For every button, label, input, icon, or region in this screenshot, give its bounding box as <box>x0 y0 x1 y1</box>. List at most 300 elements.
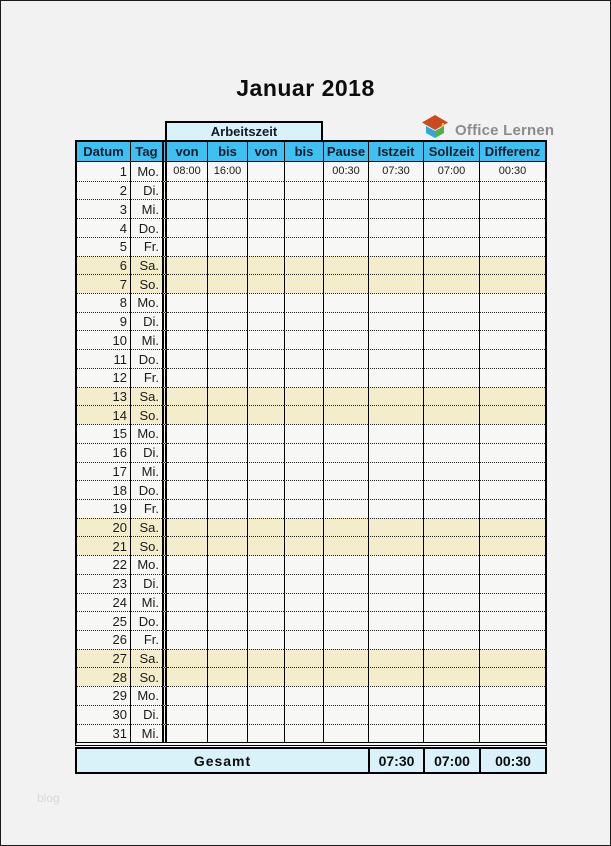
datum-cell: 31 <box>77 724 130 743</box>
sollzeit-cell[interactable] <box>423 368 479 387</box>
von2-cell[interactable] <box>247 199 284 218</box>
bis2-cell[interactable] <box>284 480 323 499</box>
von1-cell[interactable] <box>167 462 207 481</box>
differenz-cell[interactable] <box>479 237 545 256</box>
sollzeit-cell[interactable] <box>423 593 479 612</box>
pause-cell[interactable] <box>323 724 368 743</box>
pause-cell[interactable] <box>323 574 368 593</box>
istzeit-cell[interactable] <box>368 536 423 555</box>
bis2-cell[interactable] <box>284 518 323 537</box>
bis1-cell[interactable] <box>207 480 247 499</box>
gesamt-row <box>75 747 547 774</box>
bis2-cell[interactable] <box>284 405 323 424</box>
von2-cell[interactable] <box>247 518 284 537</box>
differenz-cell[interactable] <box>479 536 545 555</box>
bis2-cell[interactable] <box>284 199 323 218</box>
sollzeit-cell[interactable] <box>423 405 479 424</box>
von1-cell[interactable]: 08:00 <box>173 165 201 178</box>
differenz-cell[interactable] <box>479 574 545 593</box>
istzeit-cell[interactable] <box>368 218 423 237</box>
istzeit-cell[interactable] <box>368 555 423 574</box>
sollzeit-cell[interactable] <box>423 536 479 555</box>
sollzeit-cell[interactable] <box>423 293 479 312</box>
istzeit-cell[interactable] <box>368 630 423 649</box>
tag-cell: Di. <box>130 181 162 200</box>
pause-cell[interactable] <box>323 349 368 368</box>
bis2-cell[interactable] <box>284 574 323 593</box>
von1-cell[interactable] <box>167 387 207 406</box>
von2-cell[interactable] <box>247 499 284 518</box>
tag-cell: So. <box>130 536 162 555</box>
von2-cell[interactable] <box>247 312 284 331</box>
tag-cell: So. <box>130 274 162 293</box>
von2-cell[interactable] <box>247 480 284 499</box>
datum-cell: 30 <box>77 705 130 724</box>
bis2-cell[interactable] <box>284 218 323 237</box>
gesamt-sollzeit[interactable]: 07:00 <box>423 749 479 772</box>
sollzeit-cell[interactable] <box>423 667 479 686</box>
bis1-cell[interactable] <box>207 593 247 612</box>
tag-cell: Mo. <box>130 424 162 443</box>
datum-cell: 7 <box>77 274 130 293</box>
bis1-cell[interactable] <box>207 256 247 275</box>
differenz-cell[interactable] <box>479 443 545 462</box>
von2-cell[interactable] <box>247 574 284 593</box>
bis1-cell[interactable] <box>207 443 247 462</box>
von1-cell[interactable] <box>167 443 207 462</box>
von2-cell[interactable] <box>247 181 284 200</box>
differenz-cell[interactable] <box>479 330 545 349</box>
gesamt-istzeit[interactable]: 07:30 <box>368 749 423 772</box>
differenz-cell[interactable] <box>479 686 545 705</box>
pause-cell[interactable] <box>323 330 368 349</box>
von2-cell[interactable] <box>247 274 284 293</box>
sollzeit-cell[interactable] <box>423 518 479 537</box>
bis2-cell[interactable] <box>284 256 323 275</box>
bis1-cell[interactable] <box>207 349 247 368</box>
bis2-cell[interactable] <box>284 536 323 555</box>
istzeit-cell[interactable] <box>368 293 423 312</box>
bis1-cell[interactable] <box>207 424 247 443</box>
von1-cell[interactable] <box>167 611 207 630</box>
von1-cell[interactable] <box>167 667 207 686</box>
bis2-cell[interactable] <box>284 705 323 724</box>
von1-cell[interactable] <box>167 705 207 724</box>
differenz-cell[interactable] <box>479 293 545 312</box>
differenz-cell[interactable] <box>479 199 545 218</box>
bis2-cell[interactable] <box>284 686 323 705</box>
bis2-cell[interactable] <box>284 555 323 574</box>
pause-cell[interactable] <box>323 218 368 237</box>
bis1-cell[interactable] <box>207 218 247 237</box>
bis1-cell[interactable] <box>207 630 247 649</box>
differenz-cell[interactable] <box>479 424 545 443</box>
sollzeit-cell[interactable] <box>423 574 479 593</box>
von1-cell[interactable] <box>167 480 207 499</box>
tag-cell: Mi. <box>130 199 162 218</box>
istzeit-cell[interactable] <box>368 724 423 743</box>
pause-cell[interactable] <box>323 518 368 537</box>
datum-cell: 21 <box>77 536 130 555</box>
bis2-cell[interactable] <box>284 630 323 649</box>
sollzeit-cell[interactable] <box>423 218 479 237</box>
bis1-cell[interactable] <box>207 705 247 724</box>
pause-cell[interactable] <box>323 480 368 499</box>
pause-cell[interactable] <box>323 667 368 686</box>
tag-cell: Do. <box>130 349 162 368</box>
von2-cell[interactable] <box>247 630 284 649</box>
istzeit-cell[interactable] <box>368 443 423 462</box>
sollzeit-cell[interactable] <box>423 349 479 368</box>
bis1-cell[interactable] <box>207 499 247 518</box>
pause-cell[interactable] <box>323 462 368 481</box>
bis2-cell[interactable] <box>284 611 323 630</box>
von1-cell[interactable] <box>167 256 207 275</box>
bis2-cell[interactable] <box>284 667 323 686</box>
sollzeit-cell[interactable] <box>423 199 479 218</box>
differenz-cell[interactable] <box>479 593 545 612</box>
tag-cell: Mo. <box>130 293 162 312</box>
von2-cell[interactable] <box>247 536 284 555</box>
pause-cell[interactable] <box>323 387 368 406</box>
column-header-sollzeit: Sollzeit <box>423 142 479 162</box>
istzeit-cell[interactable] <box>368 574 423 593</box>
von1-cell[interactable] <box>167 349 207 368</box>
istzeit-cell[interactable] <box>368 181 423 200</box>
pause-cell[interactable] <box>323 424 368 443</box>
von1-cell[interactable] <box>167 724 207 743</box>
datum-cell: 9 <box>77 312 130 331</box>
differenz-cell[interactable] <box>479 274 545 293</box>
istzeit-cell[interactable] <box>368 705 423 724</box>
bis2-cell[interactable] <box>284 181 323 200</box>
sollzeit-cell[interactable] <box>423 555 479 574</box>
sollzeit-cell[interactable] <box>423 330 479 349</box>
differenz-cell[interactable] <box>479 368 545 387</box>
sollzeit-cell[interactable] <box>423 312 479 331</box>
bis1-cell[interactable] <box>207 274 247 293</box>
von2-cell[interactable] <box>247 162 284 181</box>
bis1-cell[interactable] <box>207 330 247 349</box>
istzeit-cell[interactable] <box>368 274 423 293</box>
differenz-cell[interactable] <box>479 649 545 668</box>
pause-cell[interactable] <box>323 649 368 668</box>
sollzeit-cell[interactable] <box>423 237 479 256</box>
von2-cell[interactable] <box>247 593 284 612</box>
von2-cell[interactable] <box>247 330 284 349</box>
bis2-cell[interactable] <box>284 312 323 331</box>
pause-cell[interactable] <box>323 312 368 331</box>
differenz-cell[interactable] <box>479 462 545 481</box>
datum-cell: 16 <box>77 443 130 462</box>
istzeit-cell[interactable] <box>368 480 423 499</box>
pause-cell[interactable] <box>323 256 368 275</box>
bis2-cell[interactable] <box>284 330 323 349</box>
sollzeit-cell[interactable] <box>423 424 479 443</box>
von1-cell[interactable] <box>167 368 207 387</box>
bis1-cell[interactable] <box>207 405 247 424</box>
von2-cell[interactable] <box>247 293 284 312</box>
von1-cell[interactable] <box>167 293 207 312</box>
bis2-cell[interactable] <box>284 387 323 406</box>
datum-cell: 25 <box>77 611 130 630</box>
datum-cell: 11 <box>77 349 130 368</box>
von1-cell[interactable] <box>167 199 207 218</box>
von2-cell[interactable] <box>247 705 284 724</box>
datum-cell: 6 <box>77 256 130 275</box>
differenz-cell[interactable] <box>479 405 545 424</box>
von1-cell[interactable] <box>167 330 207 349</box>
istzeit-cell[interactable] <box>368 368 423 387</box>
datum-cell: 27 <box>77 649 130 668</box>
differenz-cell[interactable] <box>479 705 545 724</box>
istzeit-cell[interactable] <box>368 593 423 612</box>
sollzeit-cell[interactable] <box>423 630 479 649</box>
datum-cell: 2 <box>77 181 130 200</box>
tag-cell: Do. <box>130 218 162 237</box>
datum-cell: 10 <box>77 330 130 349</box>
tag-cell: Mo. <box>130 686 162 705</box>
istzeit-cell[interactable] <box>368 405 423 424</box>
pause-cell[interactable] <box>323 293 368 312</box>
bis2-cell[interactable] <box>284 499 323 518</box>
tag-cell: Fr. <box>130 630 162 649</box>
differenz-cell[interactable] <box>479 499 545 518</box>
istzeit-cell[interactable] <box>368 518 423 537</box>
pause-cell[interactable] <box>323 686 368 705</box>
pause-cell[interactable] <box>323 705 368 724</box>
von2-cell[interactable] <box>247 405 284 424</box>
tag-cell: Do. <box>130 611 162 630</box>
sollzeit-cell[interactable] <box>423 387 479 406</box>
sollzeit-cell[interactable] <box>423 462 479 481</box>
differenz-cell[interactable] <box>479 518 545 537</box>
pause-cell[interactable]: 00:30 <box>323 162 368 181</box>
bis1-cell[interactable] <box>207 686 247 705</box>
von2-cell[interactable] <box>247 256 284 275</box>
logo-text: Office Lernen <box>455 121 555 139</box>
bis2-cell[interactable] <box>284 293 323 312</box>
von2-cell[interactable] <box>247 724 284 743</box>
von1-cell[interactable] <box>167 405 207 424</box>
differenz-cell[interactable]: 00:30 <box>479 162 545 181</box>
pause-cell[interactable] <box>323 499 368 518</box>
column-header-istzeit: Istzeit <box>368 142 423 162</box>
von2-cell[interactable] <box>247 424 284 443</box>
sollzeit-cell[interactable] <box>423 274 479 293</box>
von1-cell[interactable] <box>167 686 207 705</box>
bis1-cell[interactable] <box>207 649 247 668</box>
differenz-cell[interactable] <box>479 256 545 275</box>
bis2-cell[interactable] <box>284 649 323 668</box>
von2-cell[interactable] <box>247 649 284 668</box>
bis2-cell[interactable] <box>284 424 323 443</box>
pause-cell[interactable] <box>323 630 368 649</box>
sollzeit-cell[interactable] <box>423 480 479 499</box>
von1-cell[interactable] <box>167 312 207 331</box>
sollzeit-cell[interactable] <box>423 256 479 275</box>
differenz-cell[interactable] <box>479 349 545 368</box>
differenz-cell[interactable] <box>479 387 545 406</box>
bis1-cell[interactable] <box>207 667 247 686</box>
tag-cell: Di. <box>130 312 162 331</box>
pause-cell[interactable] <box>323 405 368 424</box>
bis1-cell[interactable] <box>207 181 247 200</box>
bis1-cell[interactable]: 16:00 <box>207 162 247 181</box>
bis1-cell[interactable] <box>207 611 247 630</box>
von2-cell[interactable] <box>247 237 284 256</box>
timesheet-grid <box>75 140 547 746</box>
tag-cell: So. <box>130 405 162 424</box>
istzeit-cell[interactable] <box>368 686 423 705</box>
datum-cell: 15 <box>77 424 130 443</box>
column-header-differenz: Differenz <box>479 142 545 162</box>
bis2-cell[interactable] <box>284 274 323 293</box>
istzeit-cell[interactable] <box>368 199 423 218</box>
von1-cell[interactable] <box>167 499 207 518</box>
sollzeit-cell[interactable] <box>423 724 479 743</box>
istzeit-cell[interactable] <box>368 499 423 518</box>
gesamt-label: Gesamt <box>193 752 252 769</box>
von2-cell[interactable] <box>247 611 284 630</box>
bis2-cell[interactable] <box>284 593 323 612</box>
von2-cell[interactable] <box>247 443 284 462</box>
bis1-cell[interactable] <box>207 199 247 218</box>
column-header-datum: Datum <box>77 142 130 162</box>
von1-cell[interactable] <box>167 555 207 574</box>
istzeit-cell[interactable] <box>368 256 423 275</box>
datum-cell: 12 <box>77 368 130 387</box>
istzeit-cell[interactable] <box>368 649 423 668</box>
von1-cell[interactable] <box>167 649 207 668</box>
pause-cell[interactable] <box>323 536 368 555</box>
sollzeit-cell[interactable] <box>423 705 479 724</box>
differenz-cell[interactable] <box>479 555 545 574</box>
sollzeit-cell[interactable] <box>423 611 479 630</box>
tag-cell: Di. <box>130 443 162 462</box>
istzeit-cell[interactable] <box>368 424 423 443</box>
sollzeit-cell[interactable] <box>423 181 479 200</box>
pause-cell[interactable] <box>323 181 368 200</box>
bis1-cell[interactable] <box>207 462 247 481</box>
pause-cell[interactable] <box>323 199 368 218</box>
differenz-cell[interactable] <box>479 724 545 743</box>
differenz-cell[interactable] <box>479 181 545 200</box>
von1-cell[interactable] <box>167 630 207 649</box>
pause-cell[interactable] <box>323 274 368 293</box>
bis1-cell[interactable] <box>207 387 247 406</box>
differenz-cell[interactable] <box>479 611 545 630</box>
von2-cell[interactable] <box>247 686 284 705</box>
datum-cell: 24 <box>77 593 130 612</box>
tag-cell: Sa. <box>130 256 162 275</box>
tag-cell: Mi. <box>130 593 162 612</box>
bis2-cell[interactable] <box>284 443 323 462</box>
istzeit-cell[interactable] <box>368 330 423 349</box>
datum-cell: 28 <box>77 667 130 686</box>
sollzeit-cell[interactable] <box>423 443 479 462</box>
von1-cell[interactable] <box>167 518 207 537</box>
datum-cell: 23 <box>77 574 130 593</box>
tag-cell: Fr. <box>130 499 162 518</box>
istzeit-cell[interactable] <box>368 611 423 630</box>
istzeit-cell[interactable]: 07:30 <box>368 162 423 181</box>
istzeit-cell[interactable] <box>368 349 423 368</box>
istzeit-cell[interactable] <box>368 667 423 686</box>
sollzeit-cell[interactable] <box>423 499 479 518</box>
von1-cell[interactable] <box>167 536 207 555</box>
differenz-cell[interactable] <box>479 480 545 499</box>
gesamt-differenz[interactable]: 00:30 <box>479 749 545 772</box>
von1-cell[interactable] <box>167 593 207 612</box>
sollzeit-cell[interactable] <box>423 649 479 668</box>
datum-cell: 20 <box>77 518 130 537</box>
istzeit-cell[interactable] <box>368 237 423 256</box>
bis1-cell[interactable] <box>207 536 247 555</box>
column-header-bis1: bis <box>207 142 247 162</box>
von2-cell[interactable] <box>247 667 284 686</box>
bis1-cell[interactable] <box>207 518 247 537</box>
von1-cell[interactable] <box>167 181 207 200</box>
differenz-cell[interactable] <box>479 667 545 686</box>
bis1-cell[interactable] <box>207 724 247 743</box>
datum-cell: 17 <box>77 462 130 481</box>
pause-cell[interactable] <box>323 443 368 462</box>
bis1-cell[interactable] <box>207 293 247 312</box>
von1-cell[interactable] <box>167 274 207 293</box>
von1-cell[interactable] <box>167 424 207 443</box>
von1-cell[interactable] <box>167 237 207 256</box>
datum-cell: 3 <box>77 199 130 218</box>
differenz-cell[interactable] <box>479 312 545 331</box>
pause-cell[interactable] <box>323 611 368 630</box>
istzeit-cell[interactable] <box>368 312 423 331</box>
bis1-cell[interactable] <box>207 368 247 387</box>
bis1-cell[interactable] <box>207 574 247 593</box>
von1-cell[interactable] <box>167 218 207 237</box>
istzeit-cell[interactable] <box>368 387 423 406</box>
von1-cell[interactable] <box>167 574 207 593</box>
bis2-cell[interactable] <box>284 162 323 181</box>
sollzeit-cell[interactable] <box>423 686 479 705</box>
differenz-cell[interactable] <box>479 218 545 237</box>
bis2-cell[interactable] <box>284 237 323 256</box>
bis2-cell[interactable] <box>284 724 323 743</box>
tag-cell: Do. <box>130 480 162 499</box>
bis2-cell[interactable] <box>284 368 323 387</box>
bis1-cell[interactable] <box>207 312 247 331</box>
von2-cell[interactable] <box>247 368 284 387</box>
pause-cell[interactable] <box>323 237 368 256</box>
tag-cell: Sa. <box>130 649 162 668</box>
pause-cell[interactable] <box>323 555 368 574</box>
pause-cell[interactable] <box>323 593 368 612</box>
von2-cell[interactable] <box>247 462 284 481</box>
bis1-cell[interactable] <box>207 555 247 574</box>
bis2-cell[interactable] <box>284 349 323 368</box>
von2-cell[interactable] <box>247 218 284 237</box>
datum-cell: 5 <box>77 237 130 256</box>
von2-cell[interactable] <box>247 387 284 406</box>
von2-cell[interactable] <box>247 349 284 368</box>
von2-cell[interactable] <box>247 555 284 574</box>
bis1-cell[interactable] <box>207 237 247 256</box>
bis2-cell[interactable] <box>284 462 323 481</box>
istzeit-cell[interactable] <box>368 462 423 481</box>
pause-cell[interactable] <box>323 368 368 387</box>
sollzeit-cell[interactable]: 07:00 <box>423 162 479 181</box>
differenz-cell[interactable] <box>479 630 545 649</box>
